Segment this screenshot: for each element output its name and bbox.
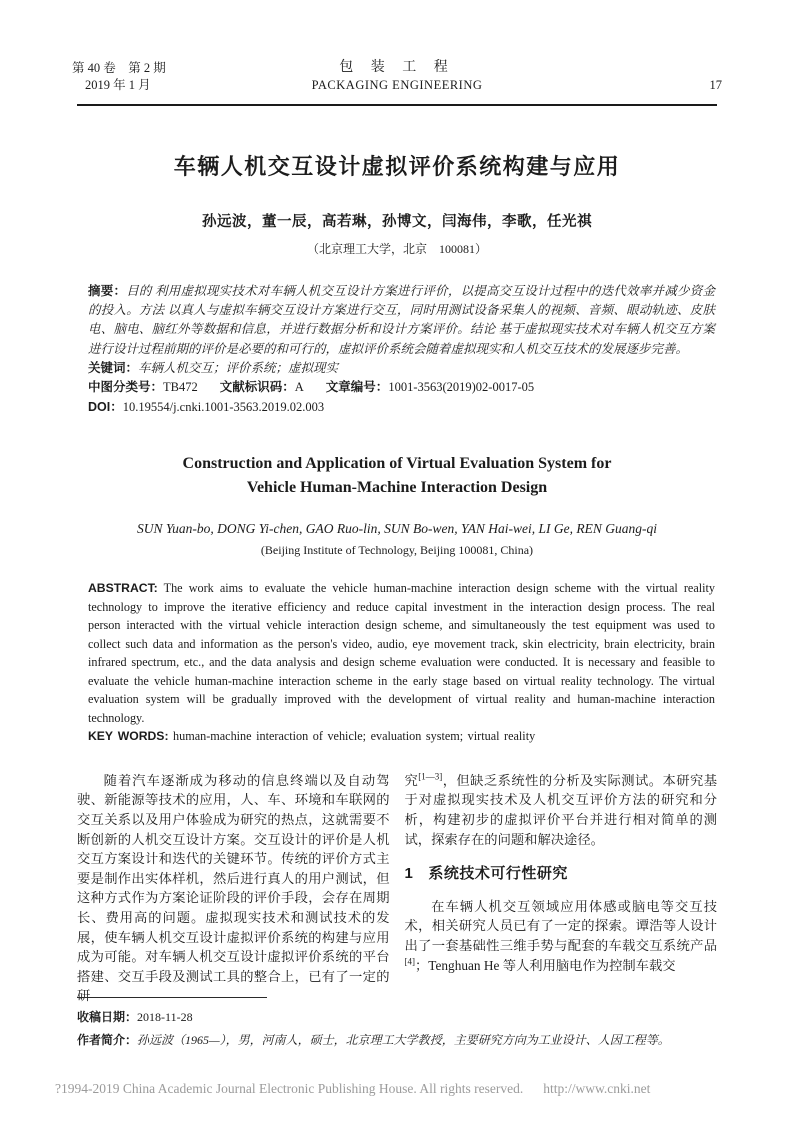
author-bio-label: 作者简介： — [77, 1033, 138, 1047]
keywords-cn-label: 关键词： — [88, 360, 139, 375]
abstract-en-label: ABSTRACT: — [88, 581, 158, 596]
keywords-cn-text: 车辆人机交互；评价系统；虚拟现实 — [138, 360, 339, 375]
article-id-label: 文章编号： — [325, 380, 389, 395]
title-en-line1: Construction and Application of Virtual Evaluation System for — [182, 455, 612, 473]
keywords-en-text: human-machine interaction of vehicle; evaluation system; virtual reality — [173, 729, 536, 744]
para1-text-cont: ，但缺乏系统性的分析及实际测试。本研究基于对虚拟现实技术及人机交互评价方法的研究和分析，构建初步的虚拟评价平台并进行相对简单的测试，探索存在的问题和解决途径。 — [404, 772, 718, 847]
abstract-en — [88, 579, 715, 727]
section-number: 1 — [404, 865, 414, 883]
volume-issue-text: 第 40 卷 第 2 期 — [72, 61, 166, 75]
keywords-en-label: KEY WORDS: — [88, 729, 169, 744]
para2-text: 在车辆人机交互领域应用体感或脑电等交互技术，相关研究人员已有了一定的探索。谭浩等人设计出了一套基础性三维手势与配套的车载交互系统产品 — [404, 898, 717, 953]
keywords-cn — [88, 359, 715, 379]
clc-value: TB472 — [163, 380, 198, 395]
authors-cn: 孙远波，董一辰，高若琳，孙博文，闫海伟，李歌，任光祺 — [202, 214, 592, 230]
body-paragraph-right-1 — [405, 771, 718, 849]
keywords-en — [88, 727, 715, 746]
left-column — [77, 771, 390, 1006]
footnote-rule — [77, 997, 267, 998]
article-id-value: 1001-3563(2019)02-0017-05 — [388, 380, 535, 395]
page-number: 17 — [709, 78, 722, 92]
doi-label: DOI： — [88, 399, 123, 414]
abstract-cn-text: 目的 利用虚拟现实技术对车辆人机交互设计方案进行评价，以提高交互设计过程中的迭代效率并减少资金的投入。方法 以真人与虚拟车辆交互设计方案进行交互，同时用测试设备采集人的视频、音频、眼动轨迹、皮肤电、脑电、脑红外等数据和信息，并进行数据分析和设计方案评价。结论 基于虚拟现实技术对车辆人机交互方案进行设计过程前期的评价是必要的和可行的，虚拟评价系统会随着虚拟现实和人机交互技术的发展逐步完善。 — [88, 284, 715, 356]
para1-text: 究 — [404, 772, 419, 788]
author-bio-line — [77, 1029, 725, 1052]
body-paragraph-right-2 — [405, 897, 718, 975]
para2-text-cont: ；Tenghuan He 等人利用脑电作为控制车载交 — [415, 957, 676, 973]
doc-code-label: 文献标识码： — [219, 380, 295, 395]
article-body — [77, 771, 717, 1006]
affiliation-cn: （北京理工大学，北京 100081） — [306, 242, 487, 256]
affiliation-en: (Beijing Institute of Technology, Beijing 100081, China) — [260, 543, 534, 558]
abstract-cn — [88, 282, 715, 359]
classification-line — [88, 378, 715, 398]
clc-label: 中图分类号： — [88, 380, 164, 395]
issue-date-text: 2019 年 1 月 — [85, 78, 151, 92]
article-title-cn: 车辆人机交互设计虚拟评价系统构建与应用 — [173, 154, 621, 179]
journal-title-cn: 包 装 工 程 — [339, 60, 455, 75]
footnote-block — [77, 997, 725, 1052]
authors-en: SUN Yuan-bo, DONG Yi-chen, GAO Ruo-lin, SUN Bo-wen, YAN Hai-wei, LI Ge, REN Guang-qi — [137, 521, 657, 537]
journal-header — [72, 0, 722, 104]
section-heading-1 — [405, 864, 718, 884]
received-date-value: 2018-11-28 — [137, 1010, 193, 1024]
received-date-label: 收稿日期： — [77, 1010, 138, 1024]
cnki-url: http://www.cnki.net — [543, 1081, 651, 1096]
citation-ref-1-3: [1—3] — [418, 771, 443, 782]
right-column — [405, 771, 718, 1006]
doi-value: 10.19554/j.cnki.1001-3563.2019.02.003 — [122, 399, 325, 414]
header-double-rule — [77, 104, 717, 106]
author-bio-value: 孙远波（1965—），男，河南人，硕士，北京理工大学教授，主要研究方向为工业设计、人因工程等。 — [137, 1033, 670, 1047]
doc-code-value: A — [294, 380, 304, 395]
journal-title-en: PACKAGING ENGINEERING — [311, 78, 483, 92]
body-paragraph-left: 随着汽车逐渐成为移动的信息终端以及自动驾驶、新能源等技术的应用，人、车、环境和车联网的交互关系以及用户体验成为研究的热点，这就需要不断创新的人机交互设计方案。交互设计的评价是人机交互方案设计和迭代的关键环节。传统的评价方式主要是制作出实体样机，然后进行真人的用户测试，但这种方式作为方案论证阶段的评价手段，会存在周期长、费用高的问题。虚拟现实技术和测试技术的发展，使车辆人机交互设计虚拟评价系统的构建与应用成为可能。对车辆人机交互设计虚拟评价系统的平台搭建、交互手段及测试工具的整合上，已有了一定的研 — [77, 772, 390, 1004]
title-en-line2: Vehicle Human-Machine Interaction Design — [246, 479, 548, 497]
citation-ref-4: [4] — [404, 956, 415, 967]
article-title-en — [77, 452, 717, 500]
cnki-watermark — [55, 1081, 755, 1097]
section-title: 系统技术可行性研究 — [428, 865, 568, 883]
abstract-en-text: The work aims to evaluate the vehicle human-machine interaction design scheme with the virtual reality technology to improve the iterative efficiency and reduce capital investment in the interaction design process. The real person interacted with the virtual vehicle interaction design scheme, and simultaneously the test equipment was used to collect such data and information as the person's video, audio, eye movement track, skin electricity, brain electricity, brain infrared spectrum, etc., and the data analysis and design scheme evaluation were conducted. It is necessary and feasible to evaluate the vehicle human-machine interaction scheme in the early stage based on virtual reality technology. The virtual evaluation system will be gradually improved with the development of virtual reality and human-machine interaction technology. — [88, 581, 716, 725]
abstract-cn-label: 摘要： — [88, 284, 127, 298]
doi-line — [88, 398, 715, 418]
journal-title-block — [77, 58, 717, 94]
copyright-text: ?1994-2019 China Academic Journal Electronic Publishing House. All rights reserved. — [55, 1081, 524, 1096]
received-date-line — [77, 1006, 725, 1029]
abstract-en-block — [88, 579, 715, 746]
